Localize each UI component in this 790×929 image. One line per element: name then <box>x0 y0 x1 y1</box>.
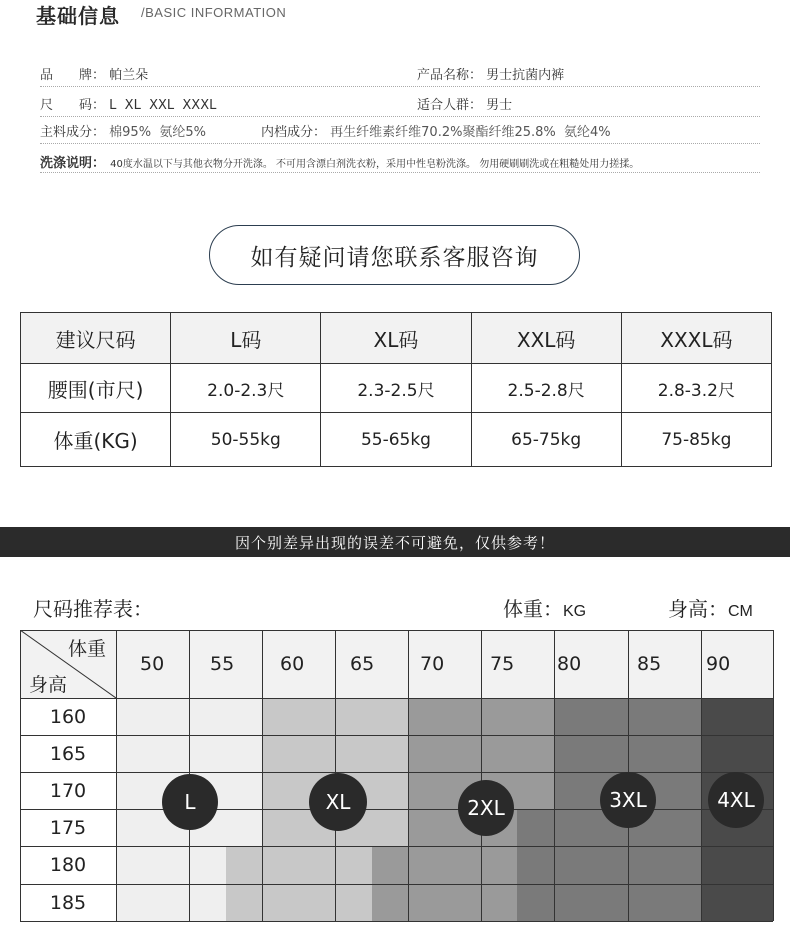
main-material-row <box>40 121 206 140</box>
table-cell: 2.3-2.5尺 <box>321 364 471 413</box>
table-cell: L码 <box>171 313 321 364</box>
table-cell: XXL码 <box>471 313 621 364</box>
grid-line <box>773 630 774 921</box>
grid-line <box>408 630 409 921</box>
table-cell: 2.8-3.2尺 <box>621 364 771 413</box>
size-table <box>20 312 772 467</box>
table-cell: 2.5-2.8尺 <box>471 364 621 413</box>
height-label: 165 <box>49 742 87 765</box>
weight-header: 70 <box>420 653 445 675</box>
recommend-title: 尺码推荐表： <box>33 597 153 621</box>
size-badge-3xl: 3XL <box>600 772 656 828</box>
size-row <box>40 94 216 113</box>
height-label: 170 <box>49 779 87 802</box>
height-unit: CM <box>728 603 753 620</box>
grid-line <box>262 630 263 921</box>
grid-line <box>20 884 773 885</box>
size-badge-xl: XL <box>309 773 367 831</box>
grid-line <box>20 698 773 699</box>
main-material-value: 棉95% 氨纶5% <box>109 125 206 140</box>
inner-material-value: 再生纤维素纤维70.2%聚酯纤维25.8% 氨纶4% <box>330 125 611 140</box>
table-cell: XL码 <box>321 313 471 364</box>
corner-height-label: 身高 <box>29 674 68 696</box>
grid-line <box>20 846 773 847</box>
brand-label: 品 牌： <box>40 68 106 83</box>
contact-pill: 如有疑问请您联系客服咨询 <box>209 225 580 285</box>
weight-header: 75 <box>490 653 515 675</box>
grid-line <box>20 809 773 810</box>
crowd-row <box>417 94 512 113</box>
grid-line <box>20 735 773 736</box>
height-label: 175 <box>49 816 87 839</box>
product-label: 产品名称： <box>417 68 483 83</box>
table-header-row <box>21 313 772 364</box>
disclaimer-banner: 因个别差异出现的误差不可避免，仅供参考！ <box>0 527 790 557</box>
table-cell: XXXL码 <box>621 313 771 364</box>
weight-header: 90 <box>706 653 731 675</box>
table-cell: 50-55kg <box>171 413 321 467</box>
wash-value: 40度水温以下与其他衣物分开洗涤。 不可用含漂白剂洗衣粉，采用中性皂粉洗涤。 勿用硬刷刷洗或在粗糙处用力搓揉。 <box>110 159 640 170</box>
divider <box>40 172 760 173</box>
product-value: 男士抗菌内裤 <box>486 68 565 83</box>
size-badge-2xl: 2XL <box>458 780 514 836</box>
wash-row <box>40 152 639 171</box>
table-cell: 55-65kg <box>321 413 471 467</box>
grid-line <box>20 921 773 922</box>
height-label: 180 <box>49 854 87 876</box>
table-cell: 腰围(市尺) <box>21 364 171 413</box>
weight-label: 体重： <box>503 597 563 621</box>
crowd-value: 男士 <box>486 98 513 113</box>
inner-material-label: 内档成分： <box>261 125 327 140</box>
size-value: L XL XXL XXXL <box>109 98 217 113</box>
height-label: 185 <box>49 891 87 914</box>
table-cell: 75-85kg <box>621 413 771 467</box>
grid-line <box>20 772 773 773</box>
grid-line <box>554 630 555 921</box>
size-zone-3xl <box>517 809 554 921</box>
section-subtitle: /BASIC INFORMATION <box>141 5 287 20</box>
grid-line <box>116 630 117 921</box>
grid-line <box>701 630 702 921</box>
table-row <box>21 413 772 467</box>
crowd-label: 适合人群： <box>417 98 483 113</box>
grid-line <box>481 630 482 921</box>
section-title: 基础信息 <box>36 4 120 28</box>
size-label: 尺 码： <box>40 98 106 113</box>
table-cell: 体重(KG) <box>21 413 171 467</box>
divider <box>40 143 760 144</box>
table-cell: 65-75kg <box>471 413 621 467</box>
weight-header: 50 <box>140 653 165 675</box>
recommend-grid <box>20 630 773 921</box>
main-material-label: 主料成分： <box>40 125 106 140</box>
divider <box>40 86 760 87</box>
height-label: 160 <box>49 705 87 728</box>
product-row <box>417 64 564 83</box>
table-cell: 建议尺码 <box>21 313 171 364</box>
wash-label: 洗涤说明： <box>40 156 106 171</box>
weight-unit: KG <box>563 603 587 620</box>
size-badge-l: L <box>162 774 218 830</box>
divider <box>40 116 760 117</box>
height-label: 身高： <box>668 597 728 621</box>
table-cell: 2.0-2.3尺 <box>171 364 321 413</box>
weight-header: 60 <box>280 653 305 675</box>
weight-header: 85 <box>637 653 662 675</box>
weight-header: 80 <box>557 653 582 675</box>
brand-row <box>40 64 148 83</box>
weight-header: 65 <box>350 653 375 675</box>
weight-header: 55 <box>210 653 235 675</box>
inner-material-row <box>261 121 611 140</box>
corner-weight-label: 体重 <box>68 638 107 660</box>
size-badge-4xl: 4XL <box>708 772 764 828</box>
table-row <box>21 364 772 413</box>
brand-value: 帕兰朵 <box>109 68 149 83</box>
height-unit-label <box>668 593 753 622</box>
weight-unit-label <box>503 593 586 622</box>
